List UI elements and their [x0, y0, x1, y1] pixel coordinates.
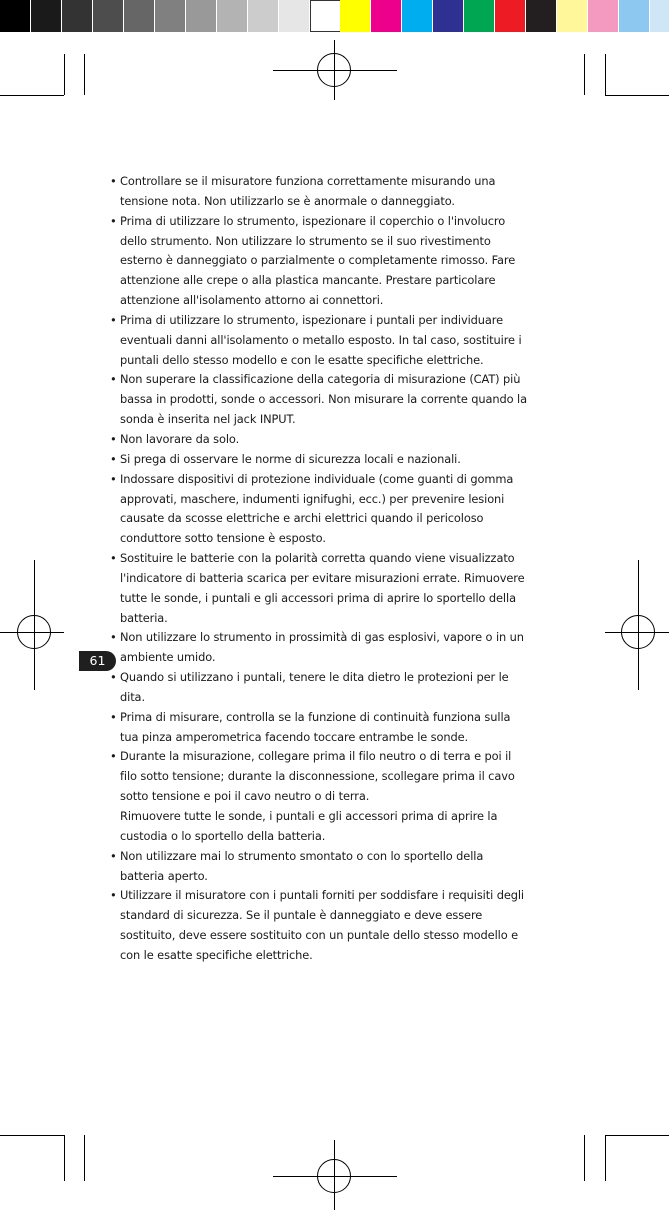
- color-swatch: [557, 0, 588, 32]
- bullet-item: [110, 628, 530, 668]
- color-swatch: [433, 0, 464, 32]
- bullet-icon: •: [110, 749, 117, 764]
- bullet-icon: •: [110, 709, 117, 724]
- color-swatch: [31, 0, 62, 32]
- bullet-text: Indossare dispositivi di protezione individuale (come guanti di gomma approvati, maschere, indumenti ignifughi, ecc.) per prevenire lesioni causate da scosse elettriche e archi elettrici quando il pericoloso conduttore sotto tensione è esposto.: [120, 471, 514, 546]
- crop-mark: [584, 1135, 585, 1181]
- registration-target-icon: [317, 1159, 351, 1193]
- registration-target-icon: [17, 615, 51, 649]
- bullet-text: Non lavorare da solo.: [120, 431, 240, 446]
- bullet-icon: •: [110, 174, 117, 188]
- bullet-item: [110, 370, 530, 430]
- bullet-icon: •: [110, 213, 117, 228]
- bullet-icon: •: [110, 551, 117, 566]
- crop-mark: [64, 54, 65, 95]
- crop-mark: [605, 95, 669, 96]
- color-swatch: [310, 0, 341, 32]
- crop-mark: [64, 1135, 65, 1181]
- process-color-bar: [340, 0, 669, 32]
- crop-mark: [0, 95, 64, 96]
- crop-mark: [0, 1135, 64, 1136]
- color-swatch: [186, 0, 217, 32]
- color-swatch: [155, 0, 186, 32]
- color-swatch: [217, 0, 248, 32]
- bullet-text: Prima di utilizzare lo strumento, ispezionare il coperchio o l'involucro dello strumento. Non utilizzare lo strumento se il suo rivestimento esterno è danneggiato o parzialmente o completamente rimosso. Fare attenzione alle crepe o alla plastica mancante. Prestare particolare attenzione all'isolamento attorno ai connettori.: [120, 213, 516, 308]
- color-swatch: [279, 0, 310, 32]
- crop-mark: [84, 54, 85, 95]
- bullet-icon: •: [110, 451, 117, 466]
- color-swatch: [402, 0, 433, 32]
- crop-mark: [605, 54, 606, 95]
- color-swatch: [650, 0, 669, 32]
- bullet-text: Controllare se il misuratore funziona correttamente misurando una tensione nota. Non utilizzarlo se è anormale o danneggiato.: [120, 174, 496, 208]
- color-swatch: [340, 0, 371, 32]
- bullet-item: [110, 847, 530, 887]
- bullet-text: Durante la misurazione, collegare prima il filo neutro o di terra e poi il filo sotto tensione; durante la disconnessione, scollegare prima il cavo sotto tensione e poi il cavo neutro o di terra.: [120, 749, 515, 804]
- bullet-item: [110, 172, 530, 212]
- crop-mark: [84, 1135, 85, 1181]
- bullet-text: Sostituire le batterie con la polarità corretta quando viene visualizzato l'indicatore di batteria scarica per evitare misurazioni errate. Rimuovere tutte le sonde, i puntali e gli accessori prima di aprire lo sportello della batteria.: [120, 551, 525, 625]
- safety-instructions: [110, 172, 530, 966]
- bullet-item: [110, 450, 530, 470]
- bullet-icon: •: [110, 888, 117, 903]
- bullet-icon: •: [110, 312, 117, 327]
- bullet-item: [110, 747, 530, 807]
- bullet-item: [110, 470, 530, 549]
- grayscale-color-bar: [0, 0, 341, 32]
- bullet-item: [110, 212, 530, 311]
- bullet-text: Non utilizzare lo strumento in prossimità di gas esplosivi, vapore o in un ambiente umido.: [120, 630, 524, 665]
- crop-mark: [605, 1135, 669, 1136]
- bullet-item: [110, 668, 530, 708]
- crop-mark: [605, 1135, 606, 1181]
- bullet-text: Quando si utilizzano i puntali, tenere le dita dietro le protezioni per le dita.: [120, 670, 509, 704]
- bullet-icon: •: [110, 431, 117, 446]
- color-swatch: [495, 0, 526, 32]
- color-swatch: [124, 0, 155, 32]
- registration-target-icon: [317, 53, 351, 87]
- color-swatch: [0, 0, 31, 32]
- bullet-text: Prima di utilizzare lo strumento, ispezionare i puntali per individuare eventuali danni all'isolamento o metallo esposto. In tal caso, sostituire i puntali dello stesso modello e con le esatte specifiche elettriche.: [120, 312, 522, 367]
- bullet-item: [110, 311, 530, 371]
- bullet-item: [110, 886, 530, 965]
- crop-mark: [584, 54, 585, 95]
- page-number-badge: 61: [79, 651, 116, 671]
- bullet-text: Non superare la classificazione della categoria di misurazione (CAT) più bassa in prodotti, sonde o accessori. Non misurare la corrente quando la sonda è inserita nel jack INPUT.: [120, 372, 527, 427]
- bullet-icon: •: [110, 630, 117, 645]
- color-swatch: [248, 0, 279, 32]
- registration-target-icon: [621, 615, 655, 649]
- color-swatch: [464, 0, 495, 32]
- bullet-text: Si prega di osservare le norme di sicurezza locali e nazionali.: [120, 451, 461, 466]
- bullet-icon: •: [110, 670, 117, 685]
- bullet-item: [110, 430, 530, 450]
- bullet-text: Prima di misurare, controlla se la funzione di continuità funziona sulla tua pinza amperometrica facendo toccare entrambe le sonde.: [120, 709, 511, 744]
- color-swatch: [93, 0, 124, 32]
- bullet-text: Utilizzare il misuratore con i puntali forniti per soddisfare i requisiti degli standard di sicurezza. Se il puntale è danneggiato e deve essere sostituito, deve essere sostituito con un puntale dello stesso modello e con le esatte specifiche elettriche.: [120, 888, 524, 962]
- color-swatch: [588, 0, 619, 32]
- color-swatch: [62, 0, 93, 32]
- bullet-item: [110, 708, 530, 748]
- color-swatch: [371, 0, 402, 32]
- bullet-icon: •: [110, 848, 117, 863]
- note-text: Rimuovere tutte le sonde, i puntali e gli accessori prima di aprire la custodia o lo sportello della batteria.: [120, 809, 498, 843]
- bullet-text: Non utilizzare mai lo strumento smontato o con lo sportello della batteria aperto.: [120, 848, 484, 883]
- bullet-icon: •: [110, 372, 117, 387]
- color-swatch: [526, 0, 557, 32]
- color-swatch: [619, 0, 650, 32]
- bullet-item: [110, 549, 530, 628]
- bullet-icon: •: [110, 471, 117, 486]
